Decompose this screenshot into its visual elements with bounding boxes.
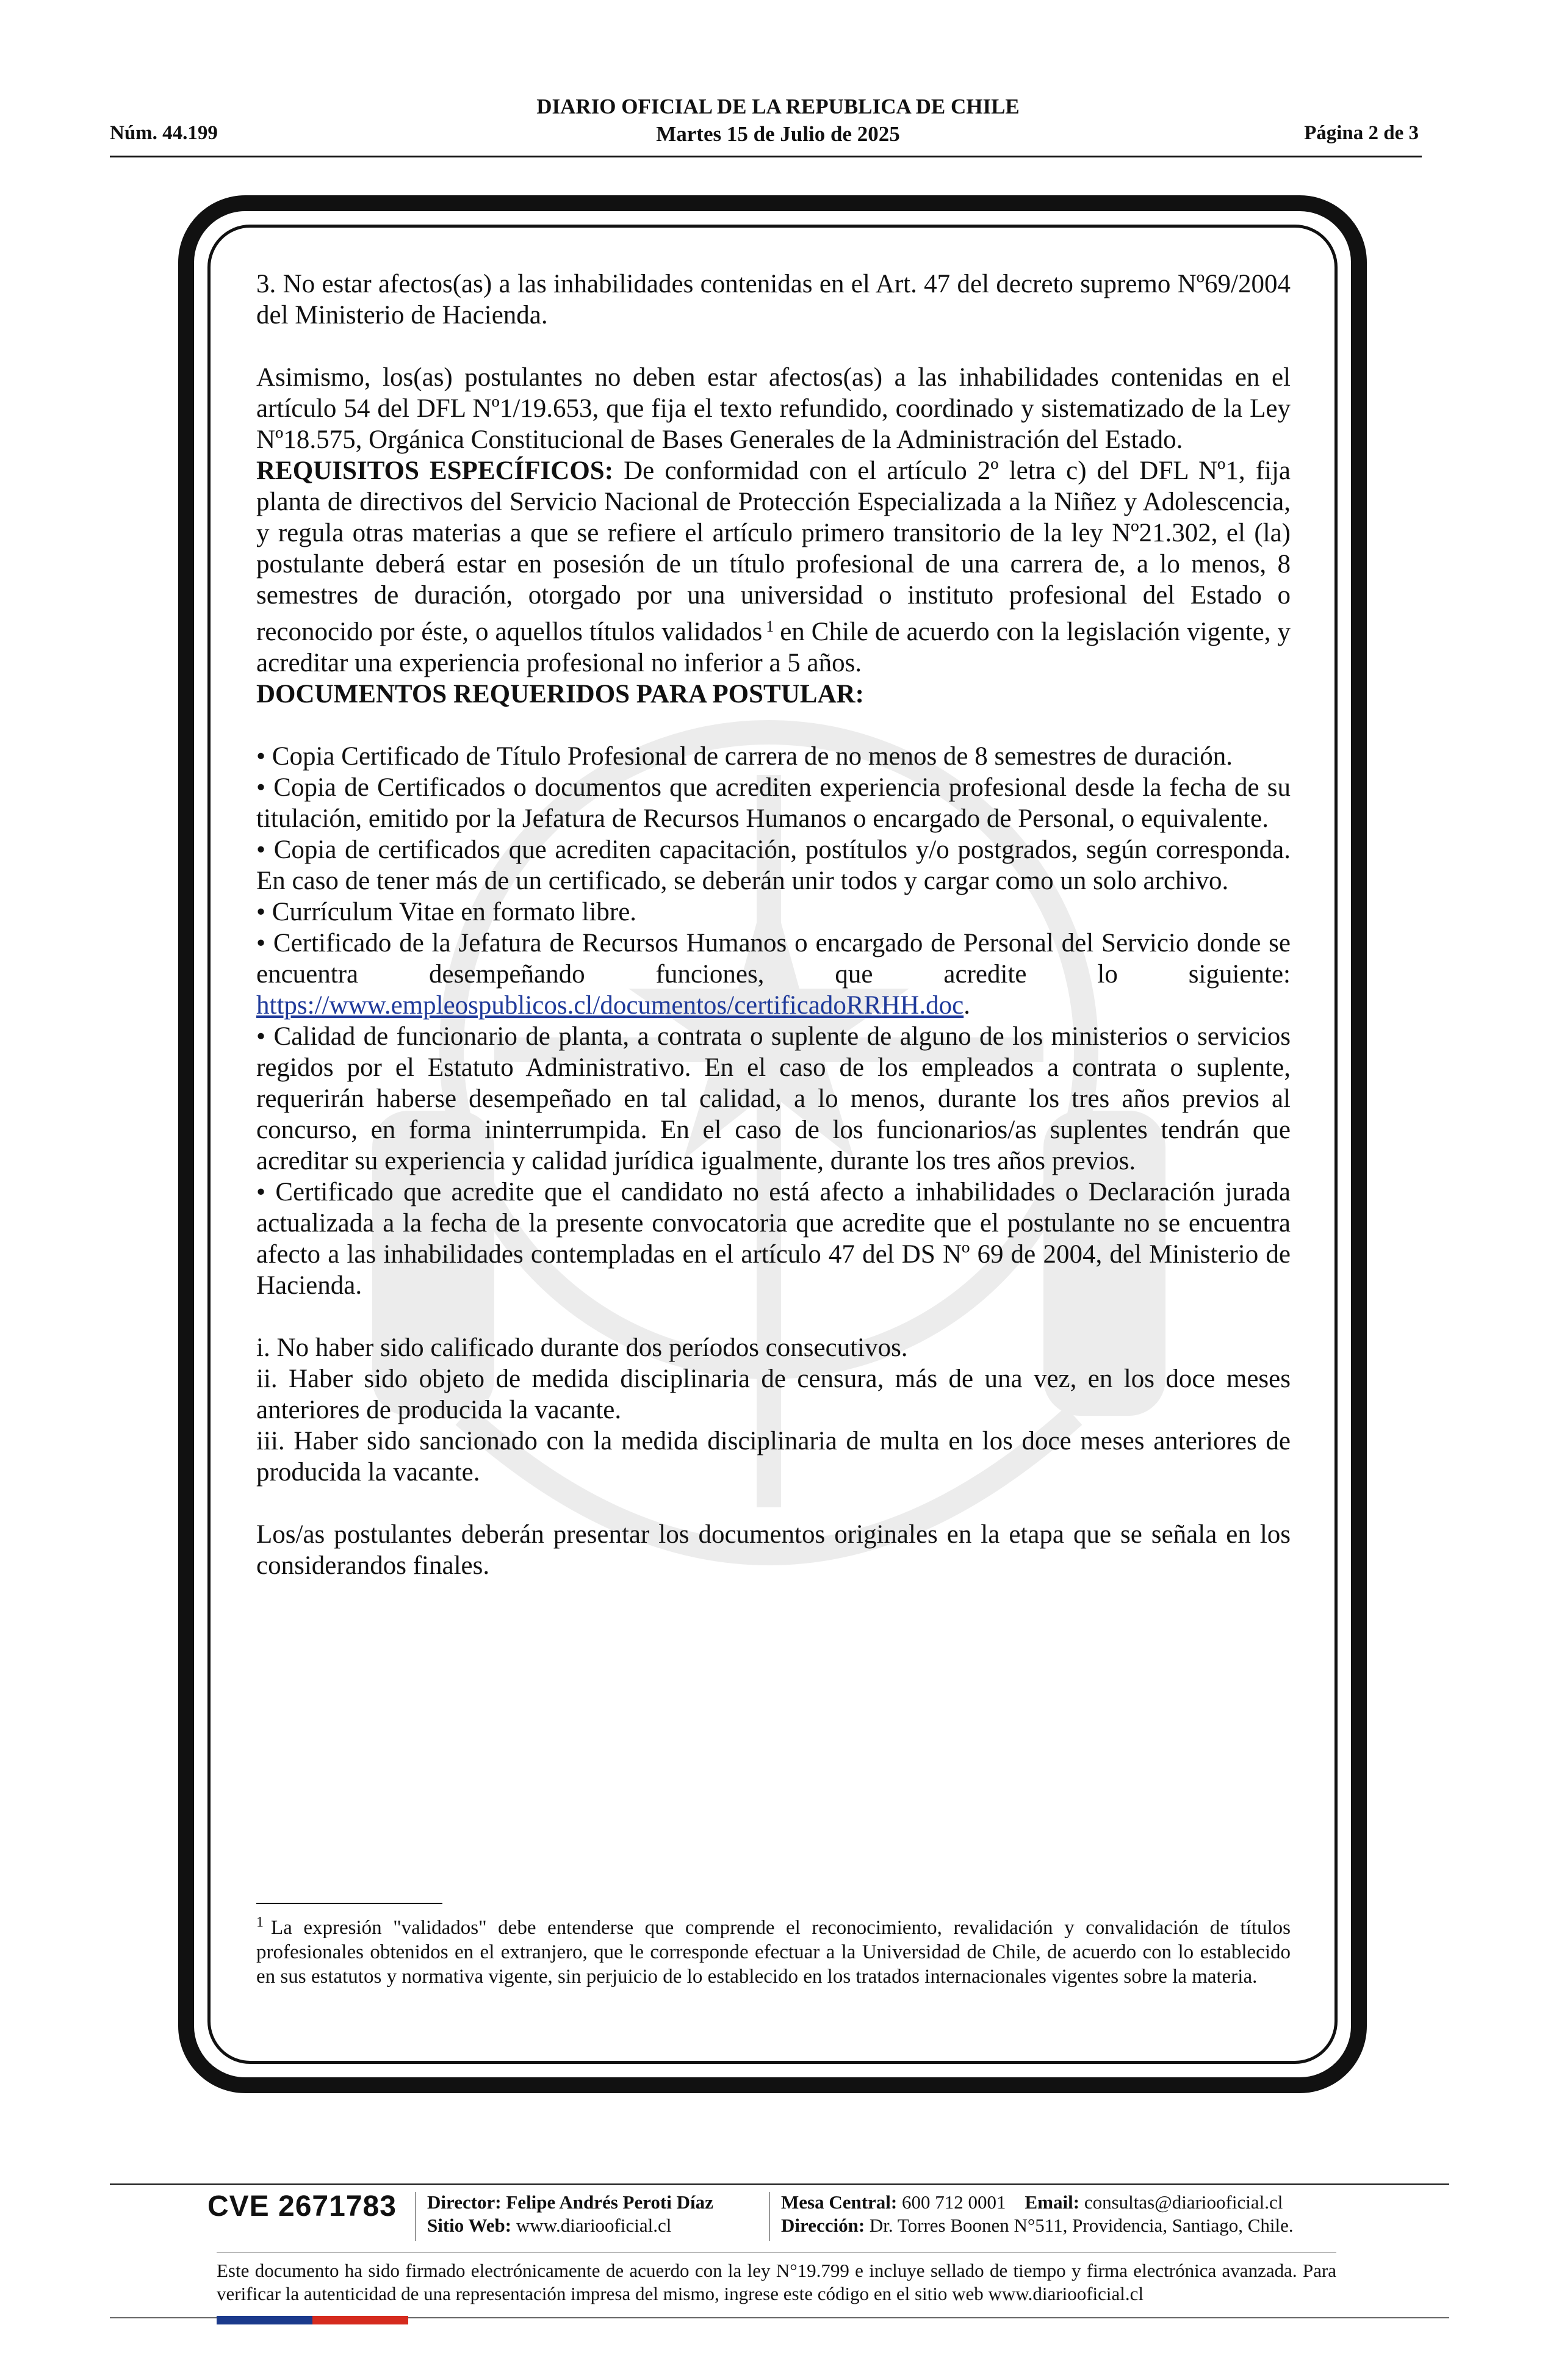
item-i: i. No haber sido calificado durante dos períodos consecutivos.: [256, 1333, 908, 1362]
certificado-rrhh-link[interactable]: https://www.empleospublicos.cl/documentos/certificadoRRHH.doc: [256, 991, 964, 1020]
flag-stripe-blue: [217, 2316, 312, 2324]
footer-director-block: [427, 2191, 713, 2237]
cve-code: CVE 2671783: [207, 2190, 397, 2223]
email-value[interactable]: consultas@diariooficial.cl: [1084, 2191, 1283, 2213]
publication-title: DIARIO OFICIAL DE LA REPUBLICA DE CHILE: [536, 95, 1020, 118]
site-label: Sitio Web:: [427, 2215, 512, 2236]
publication-date: Martes 15 de Julio de 2025: [656, 122, 900, 146]
footnote-reference[interactable]: 1: [766, 618, 774, 635]
item-iii: iii. Haber sido sancionado con la medida disciplinaria de multa en los doce meses anteriores de producida la vacante.: [256, 1427, 1291, 1487]
footnote: [256, 1910, 1291, 1989]
footer-contact-block: [781, 2191, 1294, 2237]
bullet-calidad-funcionario: • Calidad de funcionario de planta, a contrata o suplente de alguno de los ministerios o servicios regidos por el Estatuto Administrativo. En el caso de los empleados a contrata o suplente, requerirán haberse desempeñado en tal calidad, a lo menos, durante los tres años previos al concurso, en forma ininterrumpida. En el caso de los funcionarios/as suplentes tendrán que acreditar su experiencia y calidad jurídica igualmente, durante los tres años previos.: [256, 1022, 1291, 1175]
address-label: Dirección:: [781, 2215, 865, 2236]
mesa-value: 600 712 0001: [902, 2191, 1006, 2213]
site-value[interactable]: www.diariooficial.cl: [516, 2215, 672, 2236]
bullet-certificado-rrhh-text: • Certificado de la Jefatura de Recursos Humanos o encargado de Personal del Servicio donde se encuentra desempeñando funciones, que acredite lo siguiente:: [256, 929, 1291, 989]
director-label: Director:: [427, 2191, 502, 2213]
footer-separator-right: [769, 2192, 770, 2241]
document-body: [256, 269, 1291, 1581]
bullet-certificado-rrhh-end: .: [963, 991, 970, 1020]
footer-legal-notice: Este documento ha sido firmado electrónicamente de acuerdo con la ley N°19.799 e incluye sellado de tiempo y firma electrónica avanzada. Para verificar la autenticidad de una representación impresa del mismo, ingrese este código en el sitio web www.diariooficial.cl: [217, 2260, 1336, 2304]
footnote-divider: [256, 1903, 442, 1904]
bullet-declaracion-jurada: • Certificado que acredite que el candidato no está afecto a inhabilidades o Declaración jurada actualizada a la fecha de la presente convocatoria que acredite que el postulante no se encuentra afecto a las inhabilidades contempladas en el artículo 47 del DS Nº 69 de 2004, del Ministerio de Hacienda.: [256, 1178, 1291, 1300]
bullet-experiencia-profesional: • Copia de Certificados o documentos que acrediten experiencia profesional desde la fecha de su titulación, emitido por la Jefatura de Recursos Humanos o encargado de Personal, o equivalente.: [256, 773, 1291, 833]
footer-separator-left: [415, 2192, 416, 2241]
requisitos-text-b: en Chile de acuerdo con la legislación vigente, y acreditar una experiencia profesional no inferior a 5 años.: [256, 618, 1291, 677]
mesa-label: Mesa Central:: [781, 2191, 898, 2213]
paragraph-inhabilidades-art47: 3. No estar afectos(as) a las inhabilidades contenidas en el Art. 47 del decreto supremo Nº69/2004 del Ministerio de Hacienda.: [256, 270, 1291, 330]
director-value: Felipe Andrés Peroti Díaz: [506, 2191, 713, 2213]
footnote-mark: 1: [256, 1914, 264, 1930]
footer-divider-mid: [217, 2252, 1336, 2253]
bullet-curriculum: • Currículum Vitae en formato libre.: [256, 898, 637, 926]
email-label: Email:: [1025, 2191, 1080, 2213]
page-indicator: Página 2 de 3: [1304, 122, 1419, 144]
requisitos-text-a: De conformidad con el artículo 2º letra c) del DFL Nº1, fija planta de directivos del Servicio Nacional de Protección Especializada a la Niñez y Adolescencia, y regula otras materias a que se refiere el artículo primero transitorio de la ley Nº21.302, el (la) postulante deberá estar en posesión de un título profesional de una carrera de, a lo menos, 8 semestres de duración, otorgado por una universidad o instituto profesional del Estado o reconocido por éste, o aquellos títulos validados: [256, 456, 1291, 646]
flag-stripe-red: [312, 2316, 408, 2324]
address-value: Dr. Torres Boonen N°511, Providencia, Santiago, Chile.: [869, 2215, 1294, 2236]
closing-paragraph: Los/as postulantes deberán presentar los documentos originales en la etapa que se señala en los considerandos finales.: [256, 1520, 1291, 1580]
footnote-text: La expresión "validados" debe entenderse que comprende el reconocimiento, revalidación y convalidación de títulos profesionales obtenidos en el extranjero, que le corresponde efectuar a la Universidad de Chile, de acuerdo con lo establecido en sus estatutos y normativa vigente, sin perjuicio de lo establecido en los tratados internacionales vigentes sobre la materia.: [256, 1917, 1291, 1988]
bullet-titulo-profesional: • Copia Certificado de Título Profesional de carrera de no menos de 8 semestres de duración.: [256, 742, 1233, 771]
issue-number: Núm. 44.199: [110, 122, 218, 144]
item-ii: ii. Haber sido objeto de medida disciplinaria de censura, más de una vez, en los doce meses anteriores de producida la vacante.: [256, 1365, 1291, 1424]
footer-divider-top: [110, 2183, 1449, 2185]
bullet-capacitacion: • Copia de certificados que acrediten capacitación, postítulos y/o postgrados, según corresponda. En caso de tener más de un certificado, se deberán unir todos y cargar como un solo archivo.: [256, 835, 1291, 895]
paragraph-inhabilidades-dfl: Asimismo, los(as) postulantes no deben estar afectos(as) a las inhabilidades contenidas en el artículo 54 del DFL Nº1/19.653, que fija el texto refundido, coordinado y sistematizado de la Ley Nº18.575, Orgánica Constitucional de Bases Generales de la Administración del Estado.: [256, 363, 1291, 454]
requisitos-especificos-heading: REQUISITOS ESPECÍFICOS:: [256, 456, 614, 485]
documentos-requeridos-heading: DOCUMENTOS REQUERIDOS PARA POSTULAR:: [256, 680, 864, 709]
bullet-certificado-rrhh: [256, 928, 1291, 1021]
header-divider: [110, 156, 1422, 157]
paragraph-requisitos-especificos: [256, 455, 1291, 679]
